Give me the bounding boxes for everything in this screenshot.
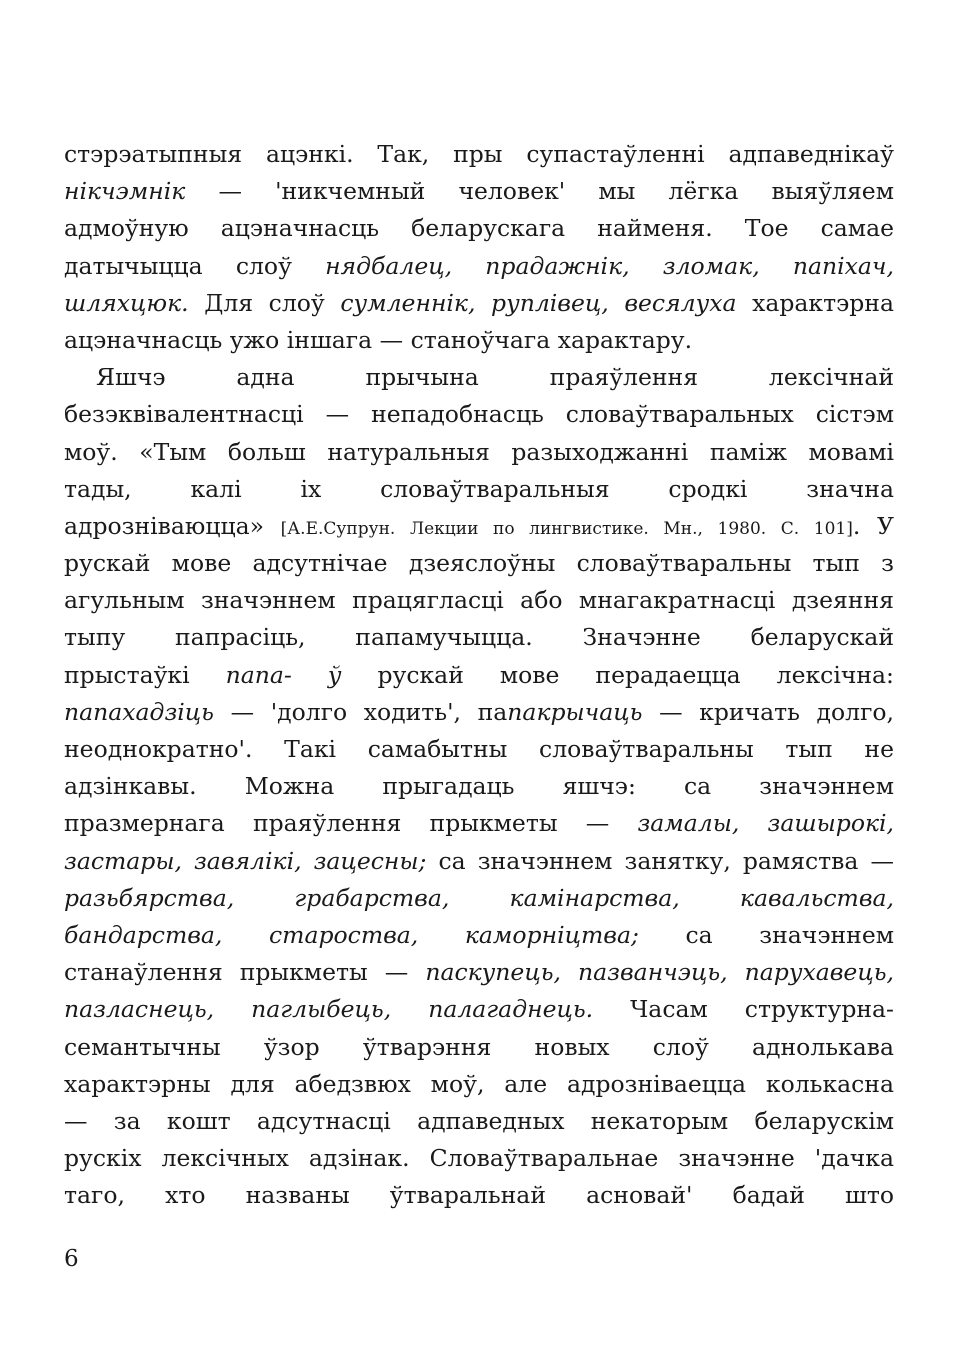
text-line: [64, 322, 894, 359]
text-segment: рускіх лексічных адзінак. Словаўтваральнае значэнне 'дачка: [64, 1144, 894, 1173]
text-line: [64, 917, 894, 954]
text-line: [64, 136, 894, 173]
text-segment: сумленнік, руплівец, весялуха: [340, 288, 737, 317]
text-line: [64, 805, 894, 842]
text-segment: характэрны для абедзвюх моў, але адрозніваецца колькасна: [64, 1069, 894, 1098]
text-segment: тады, калі іх словаўтваральныя сродкі значна: [64, 474, 894, 503]
text-segment: замалы, зашырокі,: [637, 809, 894, 838]
text-line: [64, 248, 894, 285]
text-segment: пакрычаць: [507, 697, 643, 726]
text-segment: са значэннем: [638, 920, 894, 949]
text-line: [64, 508, 894, 545]
text-line: [64, 1177, 894, 1214]
text-segment: адзінкавы. Можна прыгадаць яшчэ: са значэннем: [64, 772, 894, 801]
text-segment: Для слоў: [188, 288, 341, 317]
text-segment: семантычны ўзор ўтварэння новых слоў аднолькава: [64, 1032, 894, 1061]
text-segment: папахадзіць: [64, 697, 214, 726]
text-segment: моў. «Тым больш натуральныя разыходжанні паміж мовамі: [64, 437, 894, 466]
text-line: [64, 1066, 894, 1103]
text-segment: — кричать долго,: [642, 697, 894, 726]
text-segment: папа- ў: [225, 660, 342, 689]
text-segment: рускай мове перадаецца лексічна:: [341, 660, 894, 689]
text-segment: рускай мове адсутнічае дзеяслоўны словаўтваральны тып з: [64, 549, 894, 578]
text-segment: празмернага праяўлення прыкметы —: [64, 809, 638, 838]
text-segment: станаўлення прыкметы —: [64, 958, 426, 987]
text-segment: безэквівалентнасці — непадобнасць словаўтваральных сістэм: [64, 400, 894, 429]
text-line: [64, 434, 894, 471]
text-line: [64, 619, 894, 656]
text-line: [64, 1140, 894, 1177]
text-line: [64, 359, 894, 396]
text-line: [64, 173, 894, 210]
text-line: [64, 1103, 894, 1140]
page-number: 6: [64, 1246, 79, 1272]
text-segment: неоднократно'. Такі самабытны словаўтваральны тып не: [64, 735, 894, 763]
citation: [А.Е.Супрун. Лекции по лингвистике. Мн., 1980. С. 101]: [280, 518, 853, 539]
text-segment: застары, завялікі, зацесны;: [64, 846, 427, 875]
text-segment: . У: [852, 511, 894, 540]
text-segment: характэрна: [736, 288, 894, 317]
text-segment: Часам структурна-: [593, 995, 894, 1024]
text-line: [64, 582, 894, 619]
text-segment: шляхцюк.: [64, 288, 189, 317]
text-segment: агульным значэннем працягласці або мнагакратнасці дзеяння: [64, 586, 894, 615]
text-segment: прыстаўкі: [64, 660, 226, 689]
text-segment: — 'долго ходить', па: [213, 697, 508, 726]
text-segment: паскупець, пазванчэць, парухавець,: [425, 958, 894, 987]
text-segment: адмоўную ацэначнасць беларускага найменя. Тое самае: [64, 214, 894, 243]
text-segment: са значэннем занятку, рамяства —: [426, 846, 894, 875]
body-text: [64, 136, 894, 1214]
text-segment: нядбалец, прадажнік, зломак, папіхач,: [325, 251, 894, 280]
text-segment: тыпу папрасіць, папамучыцца. Значэнне беларускай: [64, 623, 894, 652]
text-line: [64, 954, 894, 991]
text-segment: ацэначнасць ужо іншага — станоўчага характару.: [64, 325, 693, 354]
text-line: [64, 991, 894, 1028]
text-line: [64, 880, 894, 917]
text-line: [64, 471, 894, 508]
text-segment: Яшчэ адна прычына праяўлення лексічнай: [96, 363, 894, 392]
text-segment: — 'никчемный человек' мы лёгка выяўляем: [185, 177, 894, 206]
text-segment: бандарства, староства, каморніцтва;: [64, 920, 639, 949]
text-line: [64, 1029, 894, 1066]
text-segment: пазласнець, паглыбець, палагаднець.: [64, 995, 594, 1024]
text-segment: разьбярства, грабарства, камінарства, кавальства,: [64, 883, 894, 912]
text-line: [64, 694, 894, 731]
text-line: [64, 396, 894, 433]
text-segment: — за кошт адсутнасці адпаведных некаторым беларускім: [64, 1106, 894, 1135]
text-line: [64, 657, 894, 694]
text-segment: стэрэатыпныя ацэнкі. Так, пры супастаўленні адпаведнікаў: [64, 140, 894, 168]
text-segment: таго, хто названы ўтваральнай асновай' бадай што: [64, 1181, 894, 1210]
text-segment: нікчэмнік: [64, 177, 186, 206]
text-line: [64, 731, 894, 768]
text-segment: адрозніваюцца»: [64, 511, 281, 540]
text-line: [64, 768, 894, 805]
text-line: [64, 545, 894, 582]
text-line: [64, 843, 894, 880]
text-line: [64, 210, 894, 247]
text-segment: датычыцца слоў: [64, 251, 326, 280]
text-line: [64, 285, 894, 322]
